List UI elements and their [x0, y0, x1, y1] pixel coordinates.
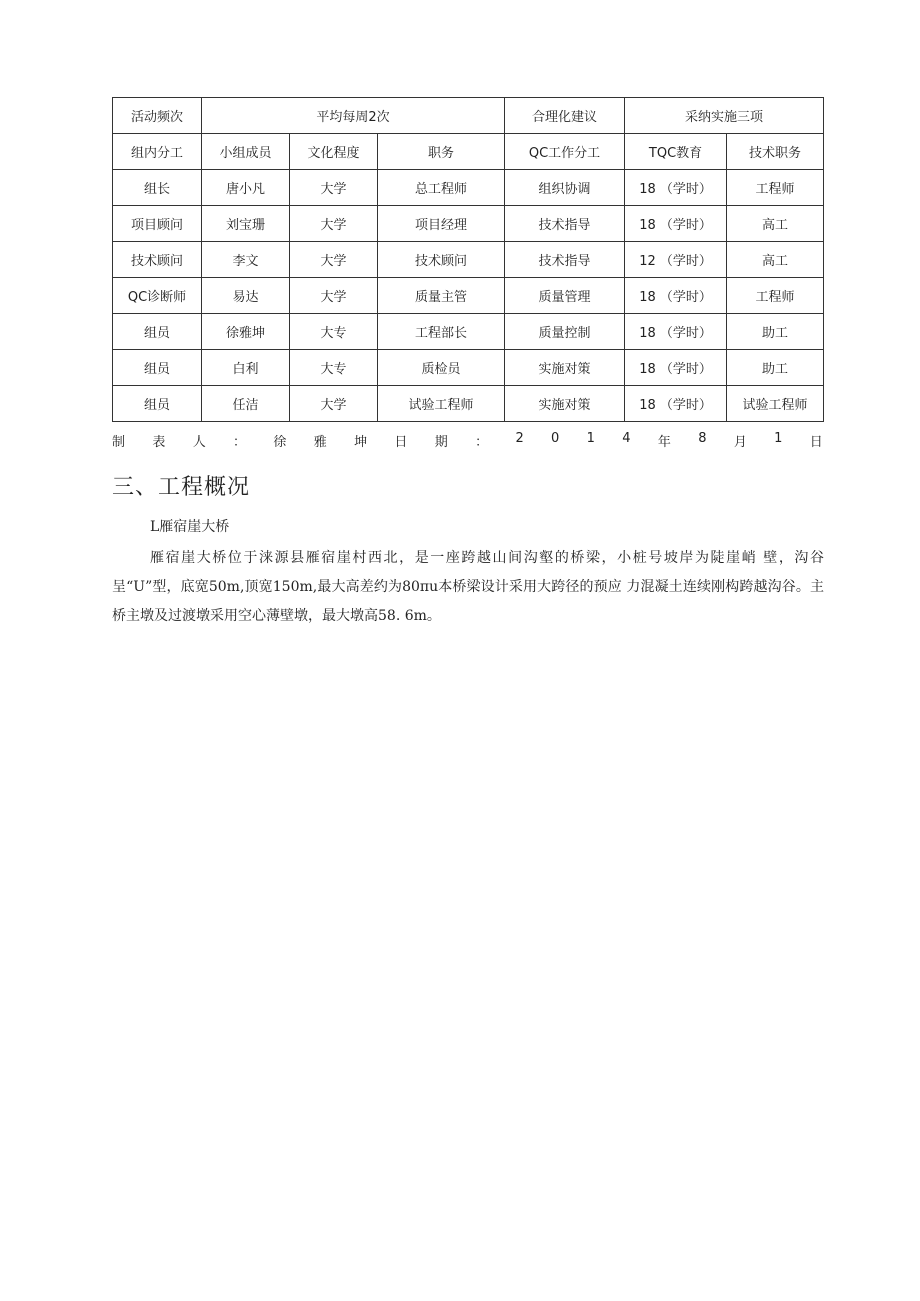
table-cell: 大学 [290, 278, 378, 314]
table-cell: 技术顾问 [113, 242, 202, 278]
table-cell: 大专 [290, 350, 378, 386]
maker-char: 日 [809, 435, 823, 450]
table-cell: 工程师 [727, 170, 824, 206]
table-cell: 助工 [727, 350, 824, 386]
table-cell: 高工 [727, 206, 824, 242]
table-cell: 质量管理 [505, 278, 625, 314]
subsection-heading: L雁宿崖大桥 [150, 519, 230, 535]
maker-char: 雅 [313, 435, 327, 450]
table-cell: 李文 [202, 242, 290, 278]
table-cell: 质量主管 [378, 278, 505, 314]
maker-char: 坤 [354, 435, 368, 450]
table-cell: 刘宝珊 [202, 206, 290, 242]
maker-char: 月 [733, 435, 747, 450]
maker-char: 表 [152, 435, 166, 450]
table-cell: 助工 [727, 314, 824, 350]
table-cell: 唐小凡 [202, 170, 290, 206]
table-cell: 平均每周2次 [202, 98, 505, 134]
column-header: 职务 [378, 134, 505, 170]
table-cell: 大学 [290, 170, 378, 206]
table-cell: QC诊断师 [113, 278, 202, 314]
maker-char: 4 [622, 431, 631, 446]
table-cell: 工程部长 [378, 314, 505, 350]
maker-char: 8 [698, 431, 707, 446]
section-heading: 三、工程概况 [112, 475, 251, 500]
table-cell: 18 （学时） [625, 278, 727, 314]
table-cell: 18 （学时） [625, 386, 727, 422]
table-cell: 技术顾问 [378, 242, 505, 278]
table-cell: 合理化建议 [505, 98, 625, 134]
table-cell: 12 （学时） [625, 242, 727, 278]
table-cell: 项目顾问 [113, 206, 202, 242]
table-cell: 质量控制 [505, 314, 625, 350]
column-header: 小组成员 [202, 134, 290, 170]
maker-char: 人 [192, 435, 206, 450]
maker-char: 年 [657, 435, 671, 450]
table-cell: 组员 [113, 350, 202, 386]
maker-char: 制 [112, 435, 126, 450]
table-cell: 大专 [290, 314, 378, 350]
table-row [113, 278, 824, 314]
column-header: 技术职务 [727, 134, 824, 170]
table-row [113, 386, 824, 422]
table-cell: 18 （学时） [625, 206, 727, 242]
table-cell: 组员 [113, 314, 202, 350]
table-row [113, 314, 824, 350]
maker-char: 日 [394, 435, 408, 450]
table-cell: 徐雅坤 [202, 314, 290, 350]
table-cell: 易达 [202, 278, 290, 314]
column-header: 文化程度 [290, 134, 378, 170]
table-cell: 组长 [113, 170, 202, 206]
table-cell: 实施对策 [505, 386, 625, 422]
column-header: TQC教育 [625, 134, 727, 170]
table-cell: 组员 [113, 386, 202, 422]
maker-char: 1 [774, 431, 783, 446]
table-row [113, 98, 824, 134]
table-header-row [113, 134, 824, 170]
table-cell: 高工 [727, 242, 824, 278]
table-cell: 活动频次 [113, 98, 202, 134]
table-cell: 实施对策 [505, 350, 625, 386]
table-cell: 质检员 [378, 350, 505, 386]
body-paragraph: 雁宿崖大桥位于涞源县雁宿崖村西北，是一座跨越山间沟壑的桥梁，小桩号坡岸为陡崖峭 壁，沟谷呈“U”型，底宽50m,顶宽150m,最大高差约为80πu本桥梁设计采用大跨径的预应 力混凝土连续刚构跨越沟谷。主桥主墩及过渡墩采用空心薄壁墩，最大墩高58. 6m。 [112, 550, 824, 624]
table-maker-date-line [112, 431, 823, 451]
table-cell: 18 （学时） [625, 314, 727, 350]
table-cell: 试验工程师 [727, 386, 824, 422]
table-cell: 大学 [290, 386, 378, 422]
table-cell: 采纳实施三项 [625, 98, 824, 134]
maker-char: 2 [515, 431, 524, 446]
table-cell: 技术指导 [505, 242, 625, 278]
maker-char: 徐 [273, 435, 287, 450]
table-cell: 项目经理 [378, 206, 505, 242]
qc-team-table [112, 97, 824, 422]
table-row [113, 350, 824, 386]
column-header: QC工作分工 [505, 134, 625, 170]
table-row [113, 206, 824, 242]
table-cell: 任洁 [202, 386, 290, 422]
maker-char: ： [475, 435, 489, 450]
table-cell: 大学 [290, 242, 378, 278]
table-cell: 总工程师 [378, 170, 505, 206]
table-cell: 18 （学时） [625, 170, 727, 206]
table-cell: 工程师 [727, 278, 824, 314]
table-cell: 试验工程师 [378, 386, 505, 422]
table-cell: 18 （学时） [625, 350, 727, 386]
table-row [113, 170, 824, 206]
column-header: 组内分工 [113, 134, 202, 170]
maker-char: 0 [551, 431, 560, 446]
table-cell: 组织协调 [505, 170, 625, 206]
maker-char: 1 [586, 431, 595, 446]
table-row [113, 242, 824, 278]
maker-char: ： [233, 435, 247, 450]
table-cell: 大学 [290, 206, 378, 242]
maker-char: 期 [434, 435, 448, 450]
table-cell: 白利 [202, 350, 290, 386]
table-cell: 技术指导 [505, 206, 625, 242]
